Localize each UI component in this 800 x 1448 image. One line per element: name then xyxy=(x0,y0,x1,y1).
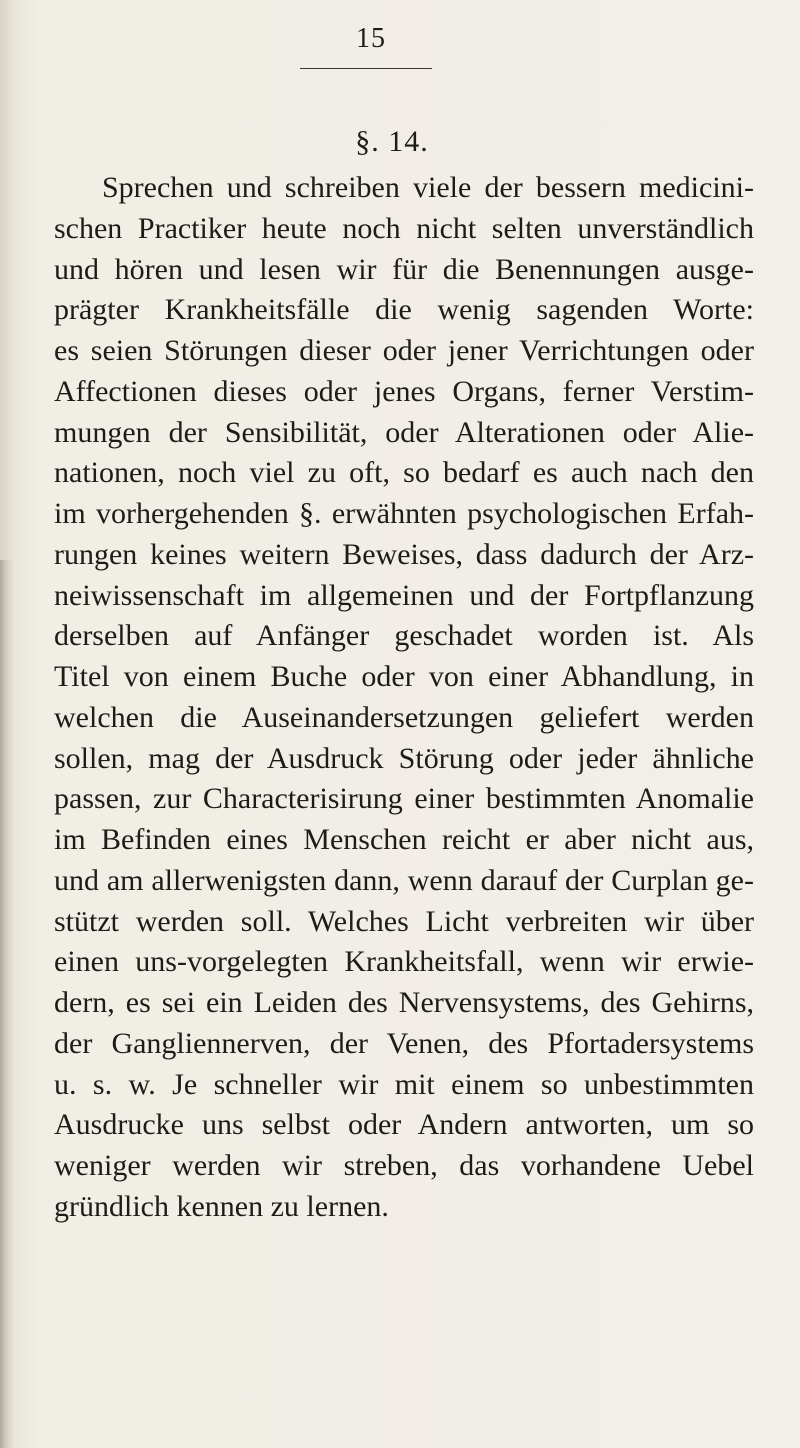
text-line: u. s. w. Je schneller wir mit einem so unbestimmten xyxy=(54,1067,754,1101)
page-number: 15 xyxy=(356,23,386,54)
text-line: derselben auf Anfänger geschadet worden ist. Als xyxy=(54,619,754,653)
text-line: einen uns-vorgelegten Krankheitsfall, wenn wir erwie- xyxy=(54,945,754,979)
text-line: prägter Krankheitsfälle die wenig sagenden Worte: xyxy=(54,293,754,327)
text-line: und hören und lesen wir für die Benennungen ausge- xyxy=(54,252,754,286)
page-number-rule xyxy=(300,68,432,69)
text-line: dern, es sei ein Leiden des Nervensystems, des Gehirns, xyxy=(54,986,754,1019)
text-line: Sprechen und schreiben viele der bessern medicini- xyxy=(102,171,754,204)
text-line: stützt werden soll. Welches Licht verbreiten wir über xyxy=(54,904,754,938)
text-line: welchen die Auseinandersetzungen geliefert werden xyxy=(54,700,754,734)
text-line: rungen keines weitern Beweises, dass dadurch der Arz- xyxy=(54,537,754,571)
text-line: Titel von einem Buche oder von einer Abhandlung, in xyxy=(54,660,754,693)
text-line: Affectionen dieses oder jenes Organs, ferner Verstim- xyxy=(54,374,754,408)
text-line: neiwissenschaft im allgemeinen und der Fortpflanzung xyxy=(54,578,754,612)
text-line: im vorhergehenden §. erwähnten psychologischen Erfah- xyxy=(54,497,754,530)
text-line: schen Practiker heute noch nicht selten unverständlich xyxy=(54,211,754,245)
text-line: im Befinden eines Menschen reicht er aber nicht aus, xyxy=(54,823,754,856)
text-line: Ausdrucke uns selbst oder Andern antworten, um so xyxy=(54,1108,754,1142)
section-heading: §. 14. xyxy=(355,125,429,158)
text-line: der Gangliennerven, der Venen, des Pfortadersystems xyxy=(54,1026,754,1060)
text-line: sollen, mag der Ausdruck Störung oder jeder ähnliche xyxy=(54,741,754,775)
text-line: gründlich kennen zu lernen. xyxy=(54,1189,389,1223)
text-line: es seien Störungen dieser oder jener Verrichtungen oder xyxy=(54,334,754,367)
text-line: passen, zur Characterisirung einer bestimmten Anomalie xyxy=(54,782,754,816)
text-line: nationen, noch viel zu oft, so bedarf es auch nach den xyxy=(54,456,754,490)
text-line: und am allerwenigsten dann, wenn darauf der Curplan ge- xyxy=(54,863,754,897)
text-line: weniger werden wir streben, das vorhandene Uebel xyxy=(54,1149,754,1182)
body-text xyxy=(54,168,754,1228)
binding-shadow xyxy=(0,560,14,1448)
text-line: mungen der Sensibilität, oder Alterationen oder Alie- xyxy=(54,415,754,449)
